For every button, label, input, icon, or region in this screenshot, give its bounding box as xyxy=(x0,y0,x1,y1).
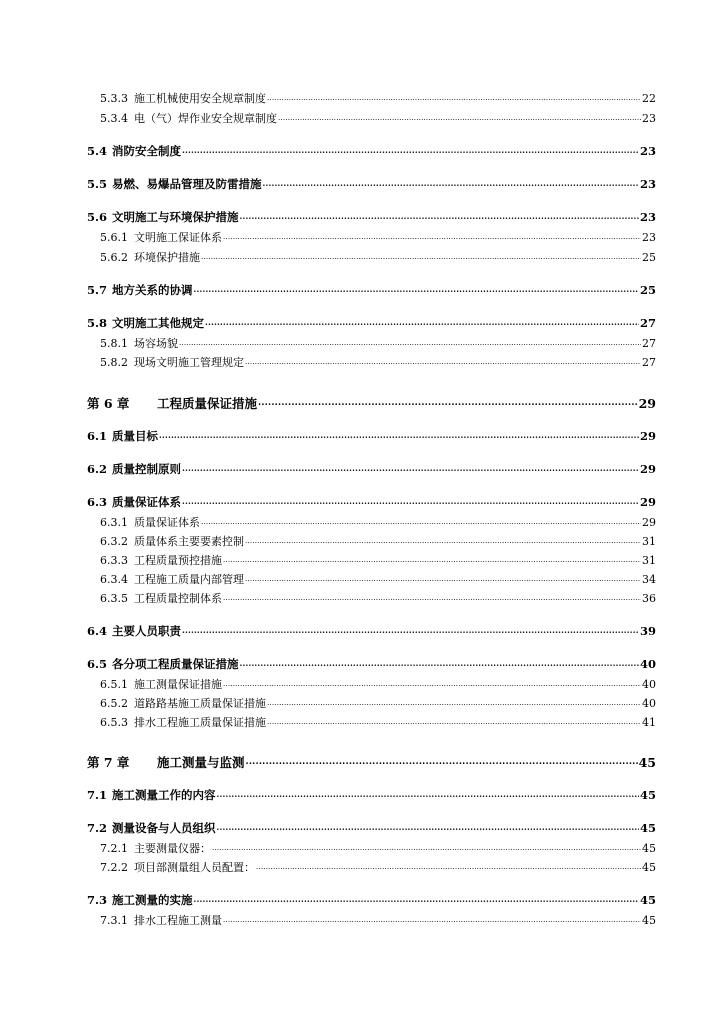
dot-leader xyxy=(240,657,639,669)
toc-entry-title: 地方关系的协调 xyxy=(112,283,193,297)
toc-entry-5-6-1[interactable] xyxy=(100,229,656,245)
toc-entry-number: 5.7 xyxy=(87,283,108,297)
toc-entry-page: 39 xyxy=(639,624,656,638)
toc-entry-page: 23 xyxy=(639,177,656,191)
dot-leader xyxy=(223,553,641,564)
toc-entry-title: 质量目标 xyxy=(112,429,158,443)
toc-entry-page: 31 xyxy=(642,535,656,548)
toc-entry-number: 6.3.5 xyxy=(100,592,128,605)
toc-entry-title: 工程施工质量内部管理 xyxy=(134,573,244,586)
dot-leader xyxy=(267,91,641,102)
toc-entry-title: 主要测量仪器： xyxy=(134,842,211,855)
toc-entry-page: 45 xyxy=(639,788,656,802)
toc-entry-number: 5.8.2 xyxy=(100,356,128,369)
toc-entry-5-3-3[interactable] xyxy=(100,90,656,106)
toc-entry-page: 25 xyxy=(642,251,656,264)
toc-entry-number: 7.2.2 xyxy=(100,861,128,874)
dot-leader xyxy=(263,177,639,189)
toc-entry-title: 质量保证体系 xyxy=(112,495,181,509)
toc-entry-title: 施工测量保证措施 xyxy=(134,678,222,691)
toc-entry-title: 电（气）焊作业安全规章制度 xyxy=(134,112,277,125)
dot-leader xyxy=(179,336,641,347)
toc-entry-7-2-2[interactable] xyxy=(100,859,656,875)
dot-leader xyxy=(267,696,641,707)
toc-entry-page: 27 xyxy=(642,356,656,369)
toc-entry-number: 5.6 xyxy=(87,210,108,224)
toc-entry-page: 40 xyxy=(639,657,656,671)
toc-entry-number: 第 7 章 xyxy=(87,755,130,770)
toc-entry-5-6-2[interactable] xyxy=(100,249,656,265)
toc-entry-title: 文明施工其他规定 xyxy=(112,316,204,330)
toc-entry-page: 29 xyxy=(642,516,656,529)
toc-entry-title: 工程质量保证措施 xyxy=(157,396,258,411)
toc-entry-6-3-5[interactable] xyxy=(100,590,656,606)
dot-leader xyxy=(223,913,641,924)
toc-entry-title: 场容场貌 xyxy=(134,337,178,350)
toc-entry-5-7[interactable] xyxy=(87,282,656,298)
toc-entry-6-5-2[interactable] xyxy=(100,695,656,711)
toc-entry-number: 5.3.3 xyxy=(100,92,128,105)
toc-entry-6-2[interactable] xyxy=(87,461,656,477)
dot-leader xyxy=(278,111,641,122)
toc-entry-page: 27 xyxy=(642,337,656,350)
toc-entry-page: 41 xyxy=(642,716,656,729)
toc-entry-title: 施工测量与监测 xyxy=(157,755,245,770)
toc-entry-title: 道路路基施工质量保证措施 xyxy=(134,697,266,710)
toc-entry-number: 6.5.3 xyxy=(100,716,128,729)
toc-entry-5-4[interactable] xyxy=(87,143,656,159)
toc-entry-number: 6.2 xyxy=(87,462,108,476)
dot-leader xyxy=(246,755,638,768)
toc-entry-6-5-3[interactable] xyxy=(100,714,656,730)
dot-leader xyxy=(245,355,641,366)
toc-entry-title: 文明施工保证体系 xyxy=(134,231,222,244)
toc-entry-title: 施工测量的实施 xyxy=(112,893,193,907)
toc-entry-page: 45 xyxy=(642,842,656,855)
toc-entry-number: 第 6 章 xyxy=(87,396,130,411)
toc-entry-5-8-1[interactable] xyxy=(100,335,656,351)
toc-entry-page: 45 xyxy=(642,914,656,927)
toc-entry-6-5[interactable] xyxy=(87,656,656,672)
toc-entry-page: 29 xyxy=(639,495,656,509)
dot-leader xyxy=(217,788,639,800)
dot-leader xyxy=(194,283,639,295)
toc-entry-title: 工程质量控制体系 xyxy=(134,592,222,605)
toc-entry-title: 项目部测量组人员配置： xyxy=(134,861,255,874)
toc-entry-title: 质量体系主要要素控制 xyxy=(134,535,244,548)
toc-entry-title: 环境保护措施 xyxy=(134,251,200,264)
toc-entry-page: 23 xyxy=(639,210,656,224)
toc-entry-page: 25 xyxy=(639,283,656,297)
dot-leader xyxy=(223,591,641,602)
toc-entry-6-3-2[interactable] xyxy=(100,533,656,549)
dot-leader xyxy=(223,677,641,688)
toc-entry-number: 6.3.2 xyxy=(100,535,128,548)
toc-entry-number: 6.1 xyxy=(87,429,108,443)
toc-entry-title: 各分项工程质量保证措施 xyxy=(112,657,239,671)
toc-entry-7-2-1[interactable] xyxy=(100,840,656,856)
dot-leader xyxy=(182,144,639,156)
toc-entry-5-5[interactable] xyxy=(87,176,656,192)
toc-entry-6-1[interactable] xyxy=(87,428,656,444)
toc-chapter-7[interactable] xyxy=(87,753,656,771)
toc-entry-page: 22 xyxy=(642,92,656,105)
toc-entry-7-3-1[interactable] xyxy=(100,912,656,928)
toc-entry-title: 易燃、易爆品管理及防雷措施 xyxy=(112,177,262,191)
dot-leader xyxy=(159,429,639,441)
toc-entry-page: 45 xyxy=(639,893,656,907)
toc-entry-page: 29 xyxy=(639,429,656,443)
toc-entry-page: 36 xyxy=(642,592,656,605)
dot-leader xyxy=(258,396,638,409)
toc-entry-title: 文明施工与环境保护措施 xyxy=(112,210,239,224)
toc-entry-6-3[interactable] xyxy=(87,494,656,510)
toc-entry-6-3-1[interactable] xyxy=(100,514,656,530)
toc-entry-number: 7.2.1 xyxy=(100,842,128,855)
toc-entry-number: 6.3.1 xyxy=(100,516,128,529)
toc-entry-number: 6.5.1 xyxy=(100,678,128,691)
toc-entry-title: 现场文明施工管理规定 xyxy=(134,356,244,369)
dot-leader xyxy=(201,250,641,261)
toc-entry-number: 5.6.2 xyxy=(100,251,128,264)
dot-leader xyxy=(240,210,639,222)
toc-chapter-6[interactable] xyxy=(87,394,656,412)
toc-entry-title: 消防安全制度 xyxy=(112,144,181,158)
toc-entry-number: 7.3 xyxy=(87,893,108,907)
toc-entry-page: 40 xyxy=(642,697,656,710)
dot-leader xyxy=(194,893,639,905)
toc-entry-5-8[interactable] xyxy=(87,315,656,331)
toc-entry-page: 34 xyxy=(642,573,656,586)
toc-entry-number: 6.3.4 xyxy=(100,573,128,586)
dot-leader xyxy=(205,316,639,328)
toc-entry-title: 主要人员职责 xyxy=(112,624,181,638)
toc-entry-page: 45 xyxy=(642,861,656,874)
toc-entry-page: 31 xyxy=(642,554,656,567)
toc-entry-page: 29 xyxy=(639,462,656,476)
toc-entry-number: 5.8.1 xyxy=(100,337,128,350)
toc-entry-number: 5.6.1 xyxy=(100,231,128,244)
toc-entry-page: 45 xyxy=(639,821,656,835)
toc-entry-number: 6.5.2 xyxy=(100,697,128,710)
toc-entry-number: 5.8 xyxy=(87,316,108,330)
dot-leader xyxy=(256,860,641,871)
dot-leader xyxy=(212,841,641,852)
toc-entry-title: 排水工程施工质量保证措施 xyxy=(134,716,266,729)
toc-entry-page: 23 xyxy=(639,144,656,158)
toc-entry-title: 施工测量工作的内容 xyxy=(112,788,216,802)
toc-entry-page: 29 xyxy=(638,396,656,411)
toc-entry-5-3-4[interactable] xyxy=(100,110,656,126)
toc-entry-number: 6.4 xyxy=(87,624,108,638)
toc-entry-title: 工程质量预控措施 xyxy=(134,554,222,567)
dot-leader xyxy=(245,534,641,545)
toc-entry-6-3-4[interactable] xyxy=(100,571,656,587)
toc-entry-5-8-2[interactable] xyxy=(100,354,656,370)
toc-entry-number: 6.3.3 xyxy=(100,554,128,567)
dot-leader xyxy=(223,230,641,241)
dot-leader xyxy=(217,821,639,833)
toc-entry-number: 7.2 xyxy=(87,821,108,835)
toc-entry-7-3[interactable] xyxy=(87,892,656,908)
toc-entry-title: 测量设备与人员组织 xyxy=(112,821,216,835)
toc-entry-number: 6.5 xyxy=(87,657,108,671)
toc-entry-7-2[interactable] xyxy=(87,820,656,836)
toc-entry-title: 质量控制原则 xyxy=(112,462,181,476)
toc-entry-7-1[interactable] xyxy=(87,787,656,803)
toc-entry-6-3-3[interactable] xyxy=(100,552,656,568)
toc-entry-5-6[interactable] xyxy=(87,209,656,225)
toc-entry-number: 6.3 xyxy=(87,495,108,509)
toc-entry-title: 施工机械使用安全规章制度 xyxy=(134,92,266,105)
toc-entry-6-4[interactable] xyxy=(87,623,656,639)
toc-entry-title: 质量保证体系 xyxy=(134,516,200,529)
dot-leader xyxy=(201,515,641,526)
toc-entry-number: 5.5 xyxy=(87,177,108,191)
toc-entry-page: 45 xyxy=(638,755,656,770)
toc-entry-number: 7.3.1 xyxy=(100,914,128,927)
toc-entry-page: 23 xyxy=(642,231,656,244)
dot-leader xyxy=(245,572,641,583)
toc-entry-number: 5.4 xyxy=(87,144,108,158)
toc-entry-number: 5.3.4 xyxy=(100,112,128,125)
toc-entry-page: 40 xyxy=(642,678,656,691)
toc-entry-page: 27 xyxy=(639,316,656,330)
dot-leader xyxy=(182,462,639,474)
toc-entry-6-5-1[interactable] xyxy=(100,676,656,692)
dot-leader xyxy=(267,715,641,726)
toc-entry-page: 23 xyxy=(642,112,656,125)
dot-leader xyxy=(182,624,639,636)
toc-entry-title: 排水工程施工测量 xyxy=(134,914,222,927)
dot-leader xyxy=(182,495,639,507)
toc-entry-number: 7.1 xyxy=(87,788,108,802)
